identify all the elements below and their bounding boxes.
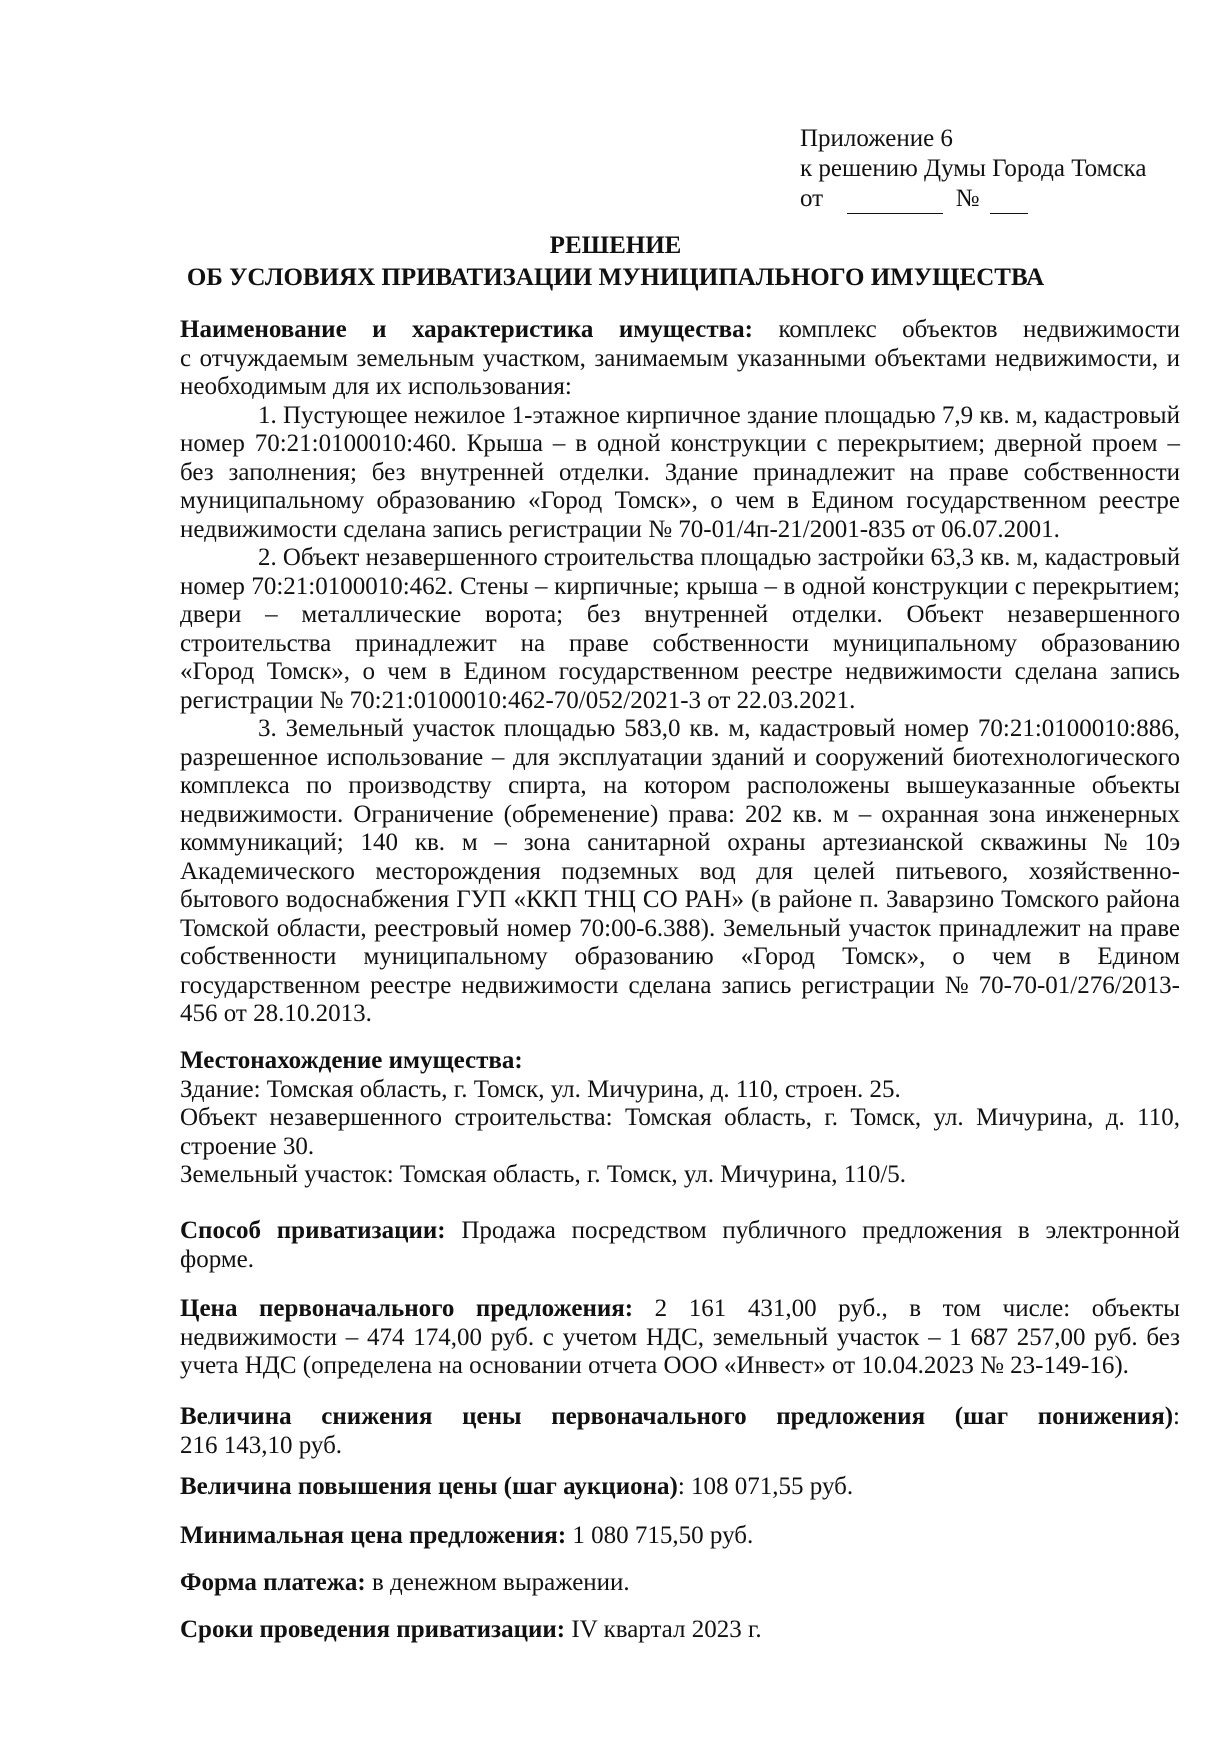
text-line	[180, 373, 1180, 402]
text-line	[180, 430, 1180, 459]
payment-form	[180, 1569, 1180, 1598]
text-line	[180, 459, 1180, 488]
text-line	[180, 1522, 1180, 1551]
line-text: собственности муниципальному образованию «Город Томск», о чем в Едином	[180, 943, 1180, 970]
appendix-header	[800, 124, 1146, 214]
text-line-content	[180, 829, 1180, 858]
text-line	[180, 601, 1180, 630]
appendix-number: Приложение 6	[800, 125, 953, 152]
text-line	[180, 858, 1180, 887]
line-text: без заполнения; без внутренней отделки. Здание принадлежит на праве собственности	[180, 458, 1181, 486]
text-line	[180, 487, 1180, 516]
line-text: 3. Земельный участок площадью 583,0 кв. м, кадастровый номер 70:21:0100010:886,	[258, 715, 1180, 742]
line-text: 1 080 715,50 руб.	[566, 1522, 754, 1549]
text-line	[180, 972, 1180, 1001]
line-text: учета НДС (определена на основании отчета ООО «Инвест» от 10.04.2023 № 23-149-16).	[180, 1352, 1129, 1379]
text-line	[180, 516, 1180, 545]
appendix-reference: к решению Думы Города Томска	[800, 155, 1147, 182]
property-description	[180, 316, 1180, 1029]
text-line-content	[180, 1217, 1180, 1246]
text-line	[180, 772, 1180, 801]
text-line-content	[180, 972, 1180, 1001]
text-line	[180, 801, 1180, 830]
section-label: Способ приватизации:	[180, 1217, 446, 1244]
line-text: регистрации № 70:21:0100010:462-70/052/2021-3 от 22.03.2021.	[180, 686, 856, 714]
section-label: Местонахождение имущества:	[180, 1047, 523, 1074]
line-text: Продажа посредством публичного предложения в электронной	[445, 1217, 1180, 1244]
line-text: недвижимости. Ограничение (обременение) права: 202 кв. м – охранная зона инженерных	[180, 800, 1180, 828]
date-blank	[847, 191, 943, 214]
text-line	[180, 1047, 1180, 1076]
line-text: Здание: Томская область, г. Томск, ул. Мичурина, д. 110, строен. 25.	[180, 1075, 901, 1103]
text-line	[180, 715, 1180, 744]
text-line	[180, 1076, 1180, 1105]
line-text: комплекс объектов недвижимости	[753, 316, 1180, 343]
text-line-content	[180, 1076, 901, 1105]
text-line	[180, 886, 1180, 915]
line-text: с отчуждаемым земельным участком, занимаемым указанными объектами недвижимости, и	[180, 344, 1180, 372]
line-text: комплекса по производству спирта, на котором расположены вышеуказанные объекты	[180, 772, 1181, 799]
text-line	[180, 1295, 1180, 1324]
text-line-content	[180, 516, 1060, 545]
text-line-content	[180, 316, 1180, 345]
text-line-content	[180, 772, 1180, 801]
line-text: Томской области, реестровый номер 70:00-6.388). Земельный участок принадлежит на праве	[180, 914, 1181, 942]
privatization-period	[180, 1616, 1180, 1645]
number-label: №	[955, 185, 980, 212]
text-line-content	[180, 1324, 1180, 1353]
text-line-content	[180, 744, 1180, 773]
text-line-content	[180, 430, 1180, 459]
text-line	[180, 1246, 1180, 1275]
text-line	[180, 544, 1180, 573]
text-line-content	[180, 1000, 372, 1029]
minimum-price	[180, 1522, 1180, 1551]
text-line	[180, 1217, 1180, 1246]
text-line	[180, 1473, 1180, 1502]
line-text: двери – металлические ворота; без внутренней отделки. Объект незавершенного	[180, 601, 1180, 628]
text-line-content	[180, 1432, 342, 1461]
line-text: 2 161 431,00 руб., в том числе: объекты	[633, 1295, 1180, 1322]
text-line	[180, 573, 1180, 602]
line-text: номер 70:21:0100010:462. Стены – кирпичные; крыша – в одной конструкции с перекрытием;	[180, 572, 1181, 600]
section-label: Минимальная цена предложения:	[180, 1522, 567, 1549]
text-line	[180, 345, 1180, 374]
text-line	[180, 658, 1180, 687]
section-label: Наименование и характеристика имущества:	[180, 316, 753, 343]
line-text: разрешенное использование – для эксплуатации зданий и сооружений биотехнологического	[180, 743, 1181, 771]
text-line	[180, 1133, 1180, 1162]
section-label: Величина снижения цены первоначального предложения (шаг понижения)	[180, 1403, 1174, 1430]
line-text: :	[1173, 1403, 1180, 1430]
text-line-content	[258, 402, 1180, 431]
number-blank	[990, 191, 1028, 214]
section-label: Форма платежа:	[180, 1569, 366, 1596]
text-line-content	[258, 715, 1180, 744]
text-line-content	[180, 373, 572, 402]
text-line-content	[180, 459, 1180, 488]
line-text: бытового водоснабжения ГУП «ККП ТНЦ СО РАН» (в районе п. Заварзино Томского района	[180, 886, 1180, 913]
line-text: недвижимости сделана запись регистрации № 70-01/4п-21/2001-835 от 06.07.2001.	[180, 515, 1060, 543]
line-text: Земельный участок: Томская область, г. Томск, ул. Мичурина, 110/5.	[180, 1161, 907, 1188]
section-label: Величина повышения цены (шаг аукциона)	[180, 1473, 678, 1500]
text-line-content	[180, 1161, 906, 1190]
line-text: муниципальному образованию «Город Томск», о чем в Едином государственном реестре	[180, 487, 1181, 514]
section-label: Цена первоначального предложения:	[180, 1295, 634, 1322]
text-line-content	[180, 658, 1180, 687]
text-line-content	[180, 1403, 1180, 1432]
line-text: коммуникаций; 140 кв. м – зона санитарной охраны артезианской скважины № 10э	[180, 829, 1181, 856]
line-text: Объект незавершенного строительства: Томская область, г. Томск, ул. Мичурина, д. 110,	[180, 1104, 1180, 1131]
text-line	[180, 1000, 1180, 1029]
text-line	[180, 1104, 1180, 1133]
text-line-content	[180, 1047, 523, 1076]
text-line	[180, 687, 1180, 716]
text-line-content	[258, 544, 1180, 573]
text-line	[180, 316, 1180, 345]
text-line	[180, 829, 1180, 858]
line-text: 456 от 28.10.2013.	[180, 1000, 372, 1027]
document-subtitle: ОБ УСЛОВИЯХ ПРИВАТИЗАЦИИ МУНИЦИПАЛЬНОГО ИМУЩЕСТВА	[186, 264, 1045, 291]
line-text: номер 70:21:0100010:460. Крыша – в одной конструкции с перекрытием; дверной проем –	[180, 430, 1181, 457]
text-line-content	[180, 487, 1180, 516]
text-line-content	[180, 345, 1180, 374]
line-text: : 108 071,55 руб.	[677, 1473, 854, 1500]
text-line-content	[180, 858, 1180, 887]
text-line	[180, 1324, 1180, 1353]
line-text: недвижимости – 474 174,00 руб. с учетом НДС, земельный участок – 1 687 257,00 руб. без	[180, 1323, 1180, 1351]
text-line-content	[180, 1295, 1180, 1324]
text-line	[180, 744, 1180, 773]
text-line-content	[180, 886, 1180, 915]
line-text: строительства принадлежит на праве собственности муниципальному образованию	[180, 629, 1181, 657]
line-text: в денежном выражении.	[365, 1569, 630, 1596]
text-line-content	[180, 1104, 1180, 1133]
property-location	[180, 1047, 1180, 1190]
text-line-content	[180, 1616, 762, 1645]
appendix-date-number	[800, 184, 1146, 214]
text-line	[180, 1403, 1180, 1432]
text-line	[180, 1569, 1180, 1598]
text-line	[180, 1616, 1180, 1645]
text-line-content	[180, 915, 1180, 944]
text-line-content	[180, 801, 1180, 830]
document-title: РЕШЕНИЕ	[549, 232, 682, 259]
line-text: IV квартал 2023 г.	[565, 1616, 762, 1643]
text-line-content	[180, 1246, 254, 1275]
line-text: 216 143,10 руб.	[180, 1431, 343, 1459]
text-line-content	[180, 1569, 630, 1598]
line-text: Академического месторождения подземных вод для целей питьевого, хозяйственно-	[180, 857, 1180, 885]
text-line-content	[180, 1522, 753, 1551]
initial-price	[180, 1295, 1180, 1381]
text-line-content	[180, 687, 855, 716]
section-label: Сроки проведения приватизации:	[180, 1616, 566, 1643]
text-line	[180, 630, 1180, 659]
text-line	[180, 1161, 1180, 1190]
line-text: 1. Пустующее нежилое 1-этажное кирпичное здание площадью 7,9 кв. м, кадастровый	[258, 401, 1180, 429]
text-line	[180, 1352, 1180, 1381]
line-text: «Город Томск», о чем в Едином государственном реестре недвижимости сделана запись	[180, 658, 1180, 685]
text-line	[180, 1432, 1180, 1461]
line-text: необходимым для их использования:	[180, 373, 572, 400]
text-line-content	[180, 630, 1180, 659]
auction-step	[180, 1473, 1180, 1502]
privatization-method	[180, 1217, 1180, 1274]
text-line-content	[180, 601, 1180, 630]
text-line	[180, 402, 1180, 431]
text-line-content	[180, 1473, 853, 1502]
line-text: 2. Объект незавершенного строительства площадью застройки 63,3 кв. м, кадастровый	[258, 544, 1181, 571]
price-reduction-step	[180, 1403, 1180, 1460]
text-line	[180, 943, 1180, 972]
text-line	[180, 915, 1180, 944]
line-text: государственном реестре недвижимости сделана запись регистрации № 70-70-01/276/2013-	[180, 971, 1180, 999]
text-line-content	[180, 1352, 1129, 1381]
text-line-content	[180, 1133, 314, 1162]
text-line-content	[180, 943, 1180, 972]
from-label: от	[800, 185, 824, 212]
text-line-content	[180, 573, 1180, 602]
line-text: строение 30.	[180, 1132, 315, 1160]
line-text: форме.	[180, 1245, 254, 1273]
